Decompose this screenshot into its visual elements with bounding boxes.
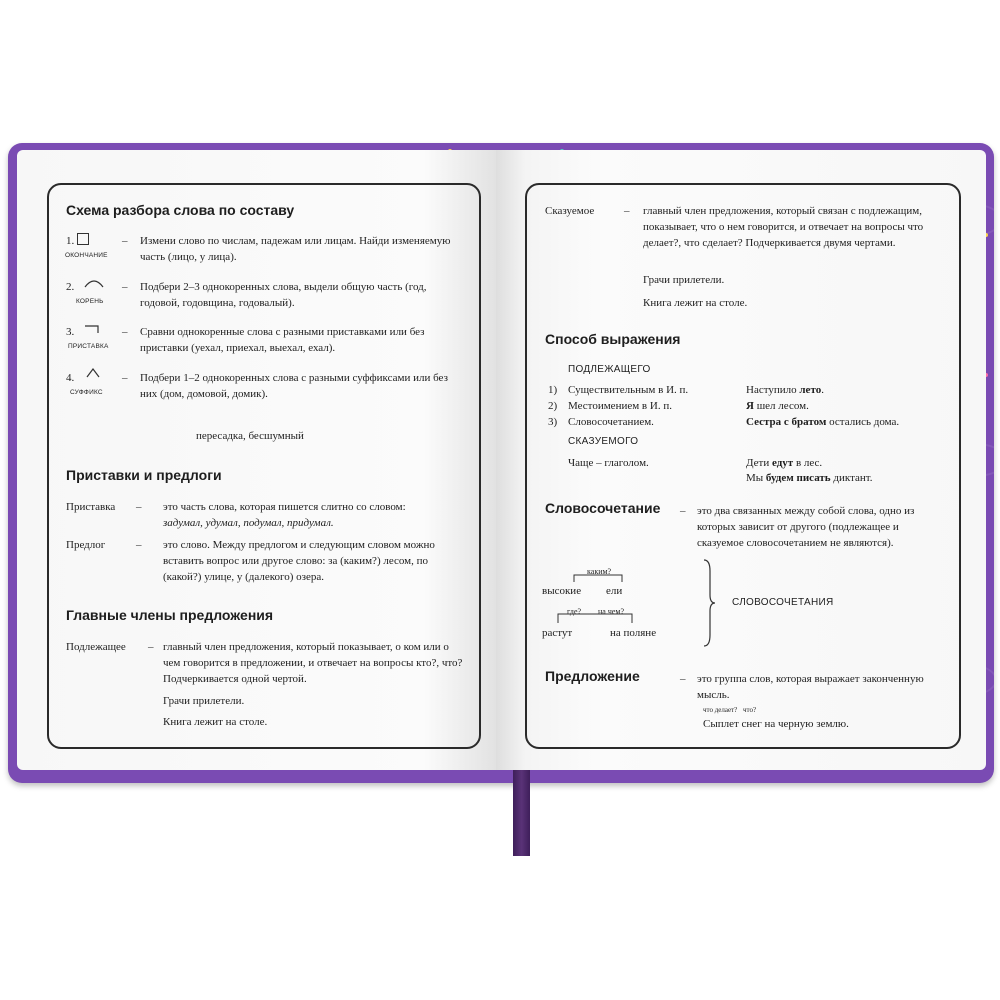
prefix-definition: это часть слова, которая пишется слитно со словом: (163, 501, 406, 513)
sentence-heading: Предложение (545, 668, 640, 684)
diagram-label: СЛОВОСОЧЕТАНИЯ (732, 597, 834, 608)
diagram-question-3: на чем? (598, 607, 625, 616)
subject-caps-label: ПОДЛЕЖАЩЕГО (568, 364, 651, 375)
preposition-definition: это слово. Между предлогом и следующим словом можно вставить вопрос или другое слово: за (каким?) лесом, по (какой?) улице, у (далекого) озера. (163, 539, 435, 583)
predicate-definition: главный член предложения, который связан с подлежащим, показывает, что о нем говорится, и отвечает на вопросы что делает?, что сделает? Подчеркивается двумя чертами. (643, 205, 924, 249)
ribbon-bookmark (513, 770, 530, 856)
diagram-word-4: на поляне (610, 627, 657, 639)
morpheme-scheme-heading: Схема разбора слова по составу (66, 202, 295, 218)
subject-example-1: Грачи прилетели. (163, 695, 245, 707)
predicate-example-2: Книга лежит на столе. (643, 297, 748, 309)
sentence-question-2: что? (743, 706, 757, 714)
predicate-expression: Чаще – глаголом. (568, 457, 649, 469)
predicate-example-1: Грачи прилетели. (643, 274, 725, 286)
subject-definition: главный член предложения, который показывает, о ком или о чем говорится в предложении, и отвечает на вопросы кто?, что? Подчеркивается одной чертой. (163, 641, 463, 685)
phrase-definition: это два связанных между собой слова, одно из которых зависит от другого (подлежащее и сказуемое словосочетанием не являются). (697, 505, 915, 549)
prefixes-heading: Приставки и предлоги (66, 467, 222, 483)
prefix-icon (84, 324, 100, 334)
ending-icon (77, 233, 89, 245)
main-parts-heading: Главные члены предложения (66, 607, 274, 623)
predicate-caps-label: СКАЗУЕМОГО (568, 436, 639, 447)
predicate-term: Сказуемое (545, 205, 595, 217)
diagram-word-1: высокие (542, 585, 582, 597)
root-arc-icon (84, 278, 104, 288)
prefix-term: Приставка (66, 501, 116, 513)
preposition-term: Предлог (66, 539, 106, 551)
expression-heading: Способ выражения (545, 331, 681, 347)
sentence-example: Сыплет снег на черную землю. (703, 718, 849, 730)
diagram-word-2: ели (606, 585, 623, 597)
phrase-heading: Словосочетание (545, 500, 661, 516)
subject-term: Подлежащее (66, 641, 126, 653)
diagram-arrow-1 (572, 573, 624, 583)
diagram-question-1: каким? (587, 567, 612, 576)
diagram-brace (702, 559, 716, 647)
predicate-example-b: Мы будем писать диктант. (746, 472, 873, 484)
diagram-arrow-2 (556, 612, 636, 624)
suffix-icon (86, 368, 100, 378)
morpheme-example: пересадка, бесшумный (196, 430, 304, 442)
predicate-example-a: Дети едут в лес. (746, 457, 823, 469)
diagram-word-3: растут (542, 627, 573, 639)
sentence-definition: это группа слов, которая выражает законченную мысль. (697, 673, 924, 701)
subject-example-2: Книга лежит на столе. (163, 716, 268, 728)
prefix-examples: задумал, удумал, подумал, придумал. (163, 517, 334, 529)
sentence-question-1: что делает? (703, 706, 738, 714)
diagram-question-2: где? (567, 607, 582, 616)
